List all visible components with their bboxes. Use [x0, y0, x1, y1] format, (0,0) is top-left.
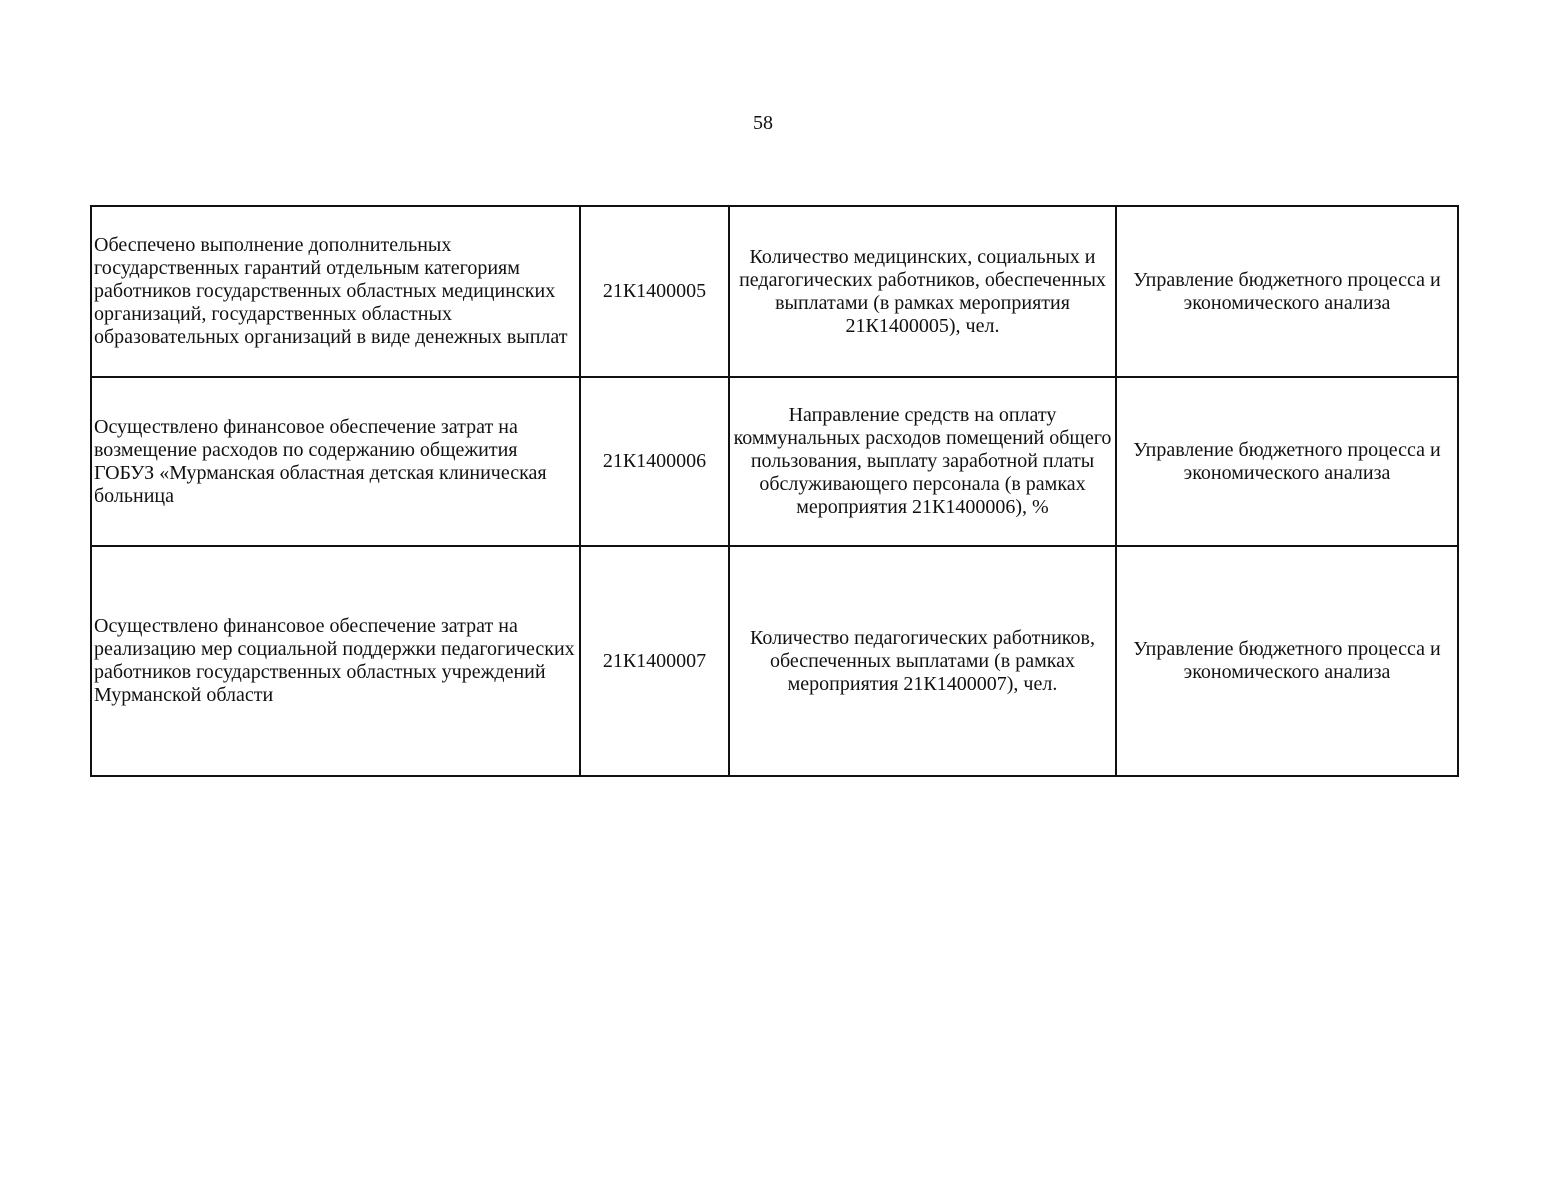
- indicator-cell: Количество медицинских, социальных и педагогических работников, обеспеченных выплатами (в рамках мероприятия 21К1400005), чел.: [729, 206, 1116, 377]
- measure-description-cell: Осуществлено финансовое обеспечение затрат на реализацию мер социальной поддержки педагогических работников государственных областных учреждений Мурманской области: [91, 546, 580, 776]
- table-row: [91, 546, 1458, 776]
- page-number: 58: [753, 112, 773, 134]
- measure-description-cell: Осуществлено финансовое обеспечение затрат на возмещение расходов по содержанию общежития ГОБУЗ «Мурманская областная детская клиническая больница: [91, 377, 580, 546]
- responsible-cell: Управление бюджетного процесса и экономического анализа: [1116, 206, 1458, 377]
- measure-code-cell: 21К1400005: [580, 206, 729, 377]
- responsible-cell: Управление бюджетного процесса и экономического анализа: [1116, 377, 1458, 546]
- measure-code-cell: 21К1400007: [580, 546, 729, 776]
- measure-description-cell: Обеспечено выполнение дополнительных государственных гарантий отдельным категориям работников государственных областных медицинских организаций, государственных областных образовательных организаций в виде денежных выплат: [91, 206, 580, 377]
- responsible-cell: Управление бюджетного процесса и экономического анализа: [1116, 546, 1458, 776]
- table-row: [91, 206, 1458, 377]
- measure-code-cell: 21К1400006: [580, 377, 729, 546]
- measures-table: [90, 205, 1459, 777]
- indicator-cell: Количество педагогических работников, обеспеченных выплатами (в рамках мероприятия 21К1400007), чел.: [729, 546, 1116, 776]
- indicator-cell: Направление средств на оплату коммунальных расходов помещений общего пользования, выплату заработной платы обслуживающего персонала (в рамках мероприятия 21К1400006), %: [729, 377, 1116, 546]
- table-row: [91, 377, 1458, 546]
